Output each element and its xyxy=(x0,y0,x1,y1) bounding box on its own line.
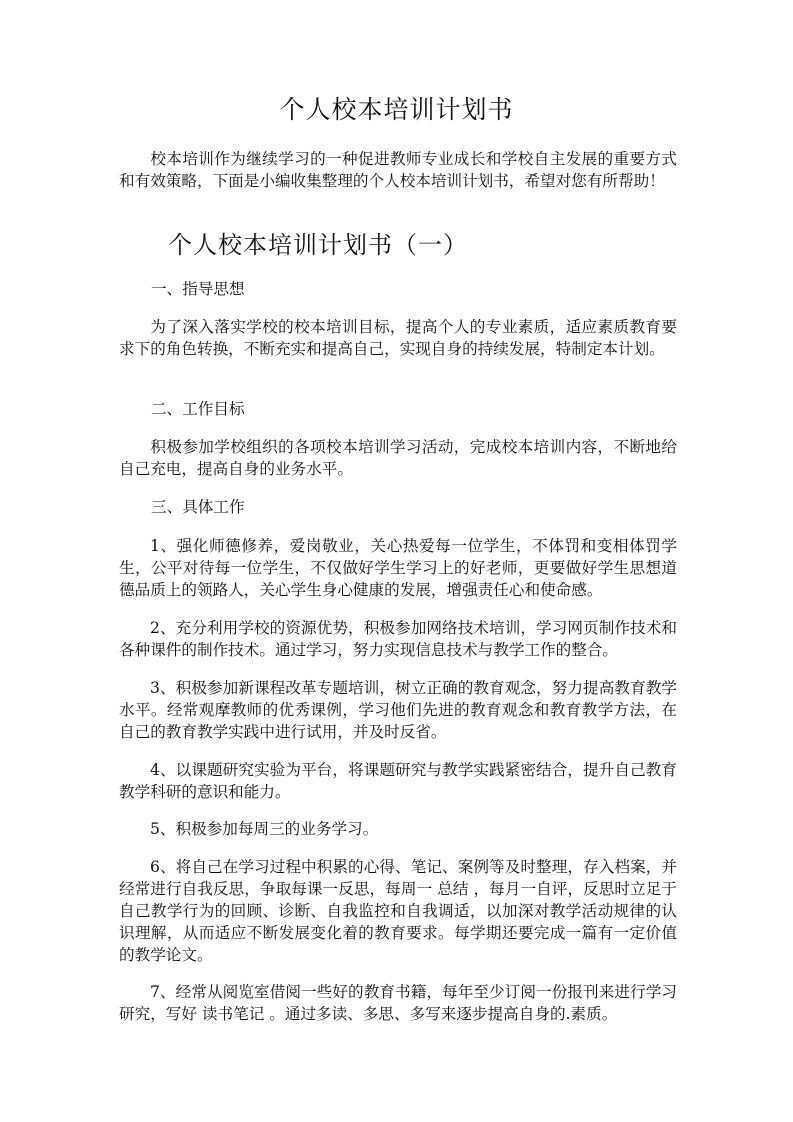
list-item-text: 1、强化师德修养，爱岗敬业，关心热爱每一位学生，不体罚和变相体罚学生，公平对待每一位学生，不仅做好学生学习上的好老师，更要做好学生思想道德品质上的领路人，关心学生身心健康的发展，增强责任心和使命感。 xyxy=(119,537,677,599)
list-item-text: 6、将自己在学习过程中积累的心得、笔记、案例等及时整理，存入档案，并经常进行自我反思，争取每课一反思，每周一 总结 ，每月一自评，反思时立足于自己教学行为的回顾、诊断、自我监控和自我调适，以加深对教学活动规律的认识理解，从而适应不断发展变化着的教育要求。每学期还要完成一篇有一定价值的教学论文。 xyxy=(119,858,677,964)
list-item-text: 3、积极参加新课程改革专题培训，树立正确的教育观念，努力提高教育教学水平。经常观摩教师的优秀课例，学习他们先进的教育观念和教育教学方法，在自己的教育教学实践中进行试用，并及时反省。 xyxy=(119,679,677,741)
list-item-text: 2、充分利用学校的资源优势，积极参加网络技术培训，学习网页制作技术和各种课件的制作技术。通过学习，努力实现信息技术与教学工作的整合。 xyxy=(119,619,677,659)
list-item xyxy=(119,856,677,966)
paragraph-guiding-thought xyxy=(119,316,677,360)
list-item-text: 7、经常从阅览室借阅一些好的教育书籍，每年至少订阅一份报刊来进行学习研究，写好 读书笔记 。通过多读、多思、多写来逐步提高自身的.素质。 xyxy=(119,983,677,1023)
heading-work-goal: 二、工作目标 xyxy=(151,400,245,418)
list-item xyxy=(119,759,677,803)
section-title: 个人校本培训计划书（一） xyxy=(168,231,468,259)
list-item xyxy=(119,981,677,1025)
heading-guiding-thought: 一、指导思想 xyxy=(151,280,245,298)
intro-paragraph xyxy=(119,148,677,192)
list-item xyxy=(119,535,677,601)
list-item xyxy=(119,617,677,661)
paragraph-text: 积极参加学校组织的各项校本培训学习活动，完成校本培训内容，不断地给自己充电，提高自身的业务水平。 xyxy=(119,438,677,478)
paragraph-work-goal xyxy=(119,436,677,480)
document-title: 个人校本培训计划书 xyxy=(279,95,514,124)
list-item-text: 5、积极参加每周三的业务学习。 xyxy=(150,820,379,838)
list-item xyxy=(119,677,677,743)
intro-text: 校本培训作为继续学习的一种促进教师专业成长和学校自主发展的重要方式和有效策略，下面是小编收集整理的个人校本培训计划书，希望对您有所帮助！ xyxy=(119,150,677,190)
heading-specific-work: 三、具体工作 xyxy=(151,498,245,516)
list-item xyxy=(119,818,677,840)
list-item-text: 4、以课题研究实验为平台，将课题研究与教学实践紧密结合，提升自己教育教学科研的意识和能力。 xyxy=(119,761,677,801)
paragraph-text: 为了深入落实学校的校本培训目标，提高个人的专业素质，适应素质教育要求下的角色转换，不断充实和提高自己，实现自身的持续发展，特制定本计划。 xyxy=(119,318,677,358)
